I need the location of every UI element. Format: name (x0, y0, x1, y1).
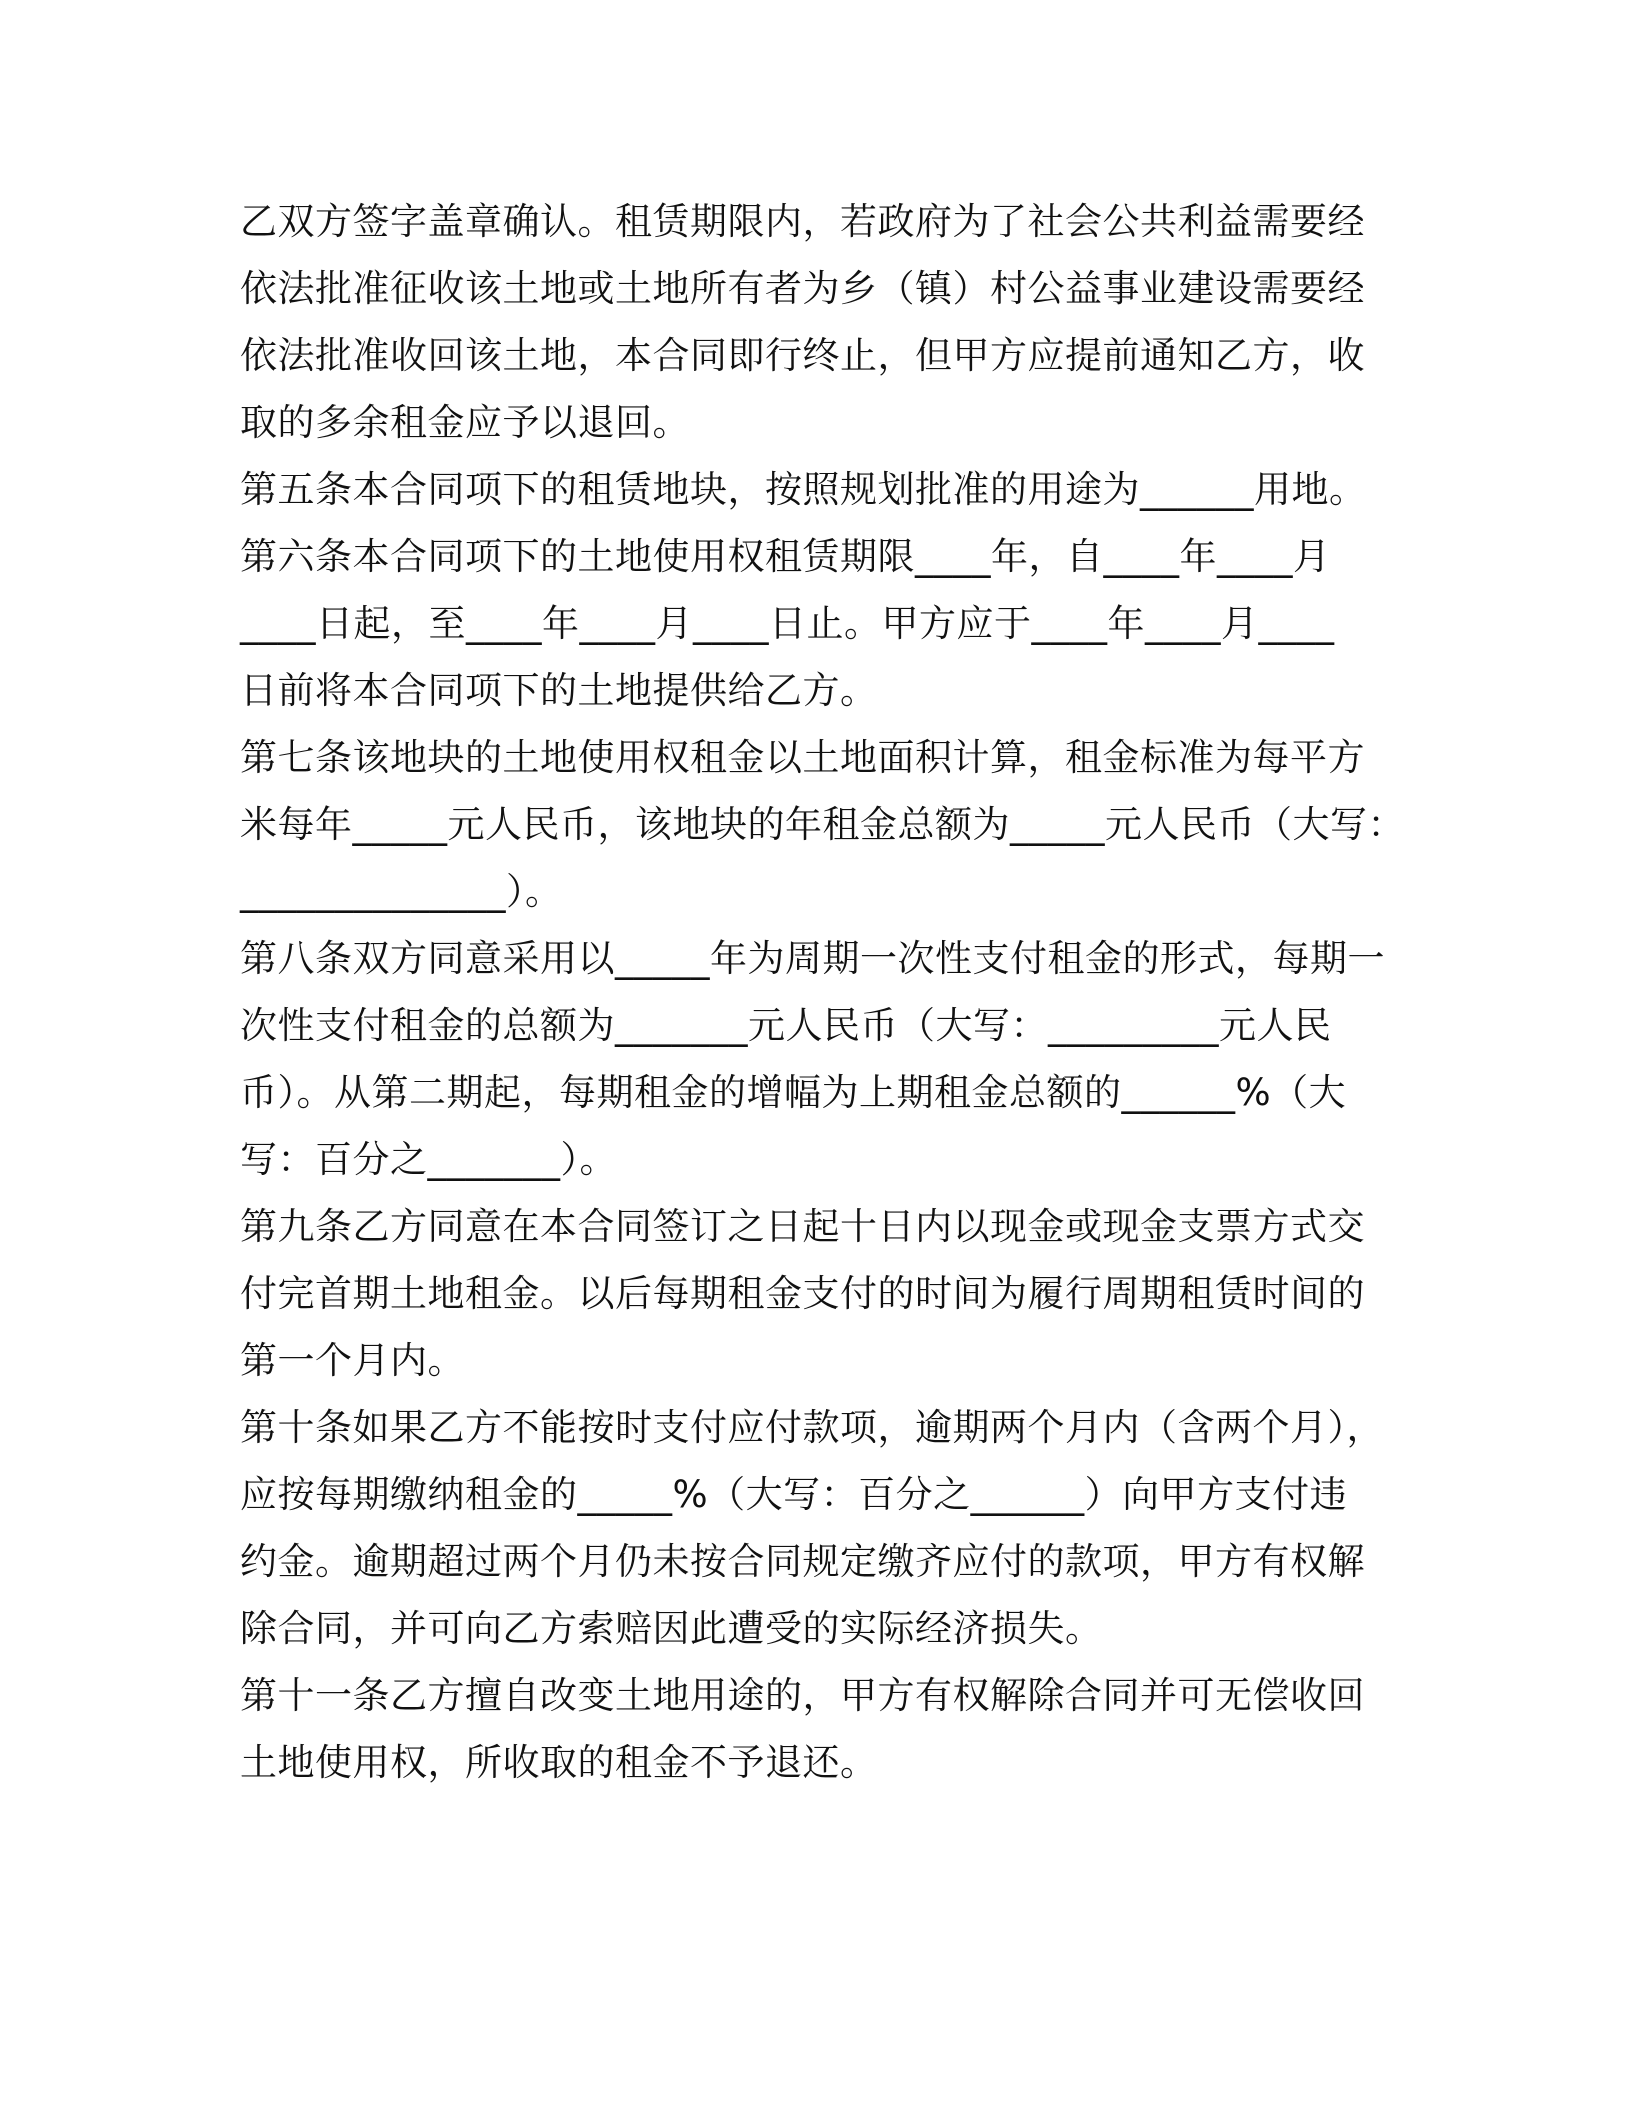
text-line: 日前将本合同项下的土地提供给乙方。 (240, 669, 878, 712)
clause-5-line: 第五条本合同项下的租赁地块，按照规划批准的用途为______用地。 (240, 468, 1367, 511)
text-line: 约金。逾期超过两个月仍未按合同规定缴齐应付的款项，甲方有权解 (240, 1540, 1365, 1583)
text-line: ______________）。 (240, 870, 563, 913)
clause-9-line: 第九条乙方同意在本合同签订之日起十日内以现金或现金支票方式交 (240, 1205, 1365, 1248)
clause-11-line: 第十一条乙方擅自改变土地用途的，甲方有权解除合同并可无偿收回 (240, 1674, 1365, 1717)
clause-10-line: 第十条如果乙方不能按时支付应付款项，逾期两个月内（含两个月）， (240, 1406, 1384, 1449)
clause-6-line: 第六条本合同项下的土地使用权租赁期限____年，自____年____月 (240, 535, 1331, 578)
text-line: 土地使用权，所收取的租金不予退还。 (240, 1741, 878, 1784)
text-line: 写：百分之_______）。 (240, 1138, 617, 1181)
text-line: 币）。从第二期起，每期租金的增幅为上期租金总额的______%（大 (240, 1071, 1347, 1114)
text-line: 取的多余租金应予以退回。 (240, 401, 690, 444)
text-line: 依法批准征收该土地或土地所有者为乡（镇）村公益事业建设需要经 (240, 267, 1365, 310)
text-line: 米每年_____元人民币，该地块的年租金总额为_____元人民币（大写： (240, 803, 1405, 846)
text-line: 次性支付租金的总额为_______元人民币（大写：_________元人民 (240, 1004, 1332, 1047)
text-line: 除合同，并可向乙方索赔因此遭受的实际经济损失。 (240, 1607, 1103, 1650)
text-line: 应按每期缴纳租金的_____%（大写：百分之______）向甲方支付违 (240, 1473, 1348, 1516)
text-line: 付完首期土地租金。以后每期租金支付的时间为履行周期租赁时间的 (240, 1272, 1365, 1315)
clause-8-line: 第八条双方同意采用以_____年为周期一次性支付租金的形式，每期一 (240, 937, 1385, 980)
text-line: 依法批准收回该土地，本合同即行终止，但甲方应提前通知乙方，收 (240, 334, 1365, 377)
text-line: ____日起，至____年____月____日止。甲方应于____年____月____ (240, 602, 1335, 645)
text-line: 乙双方签字盖章确认。租赁期限内，若政府为了社会公共利益需要经 (240, 200, 1365, 243)
text-line: 第一个月内。 (240, 1339, 465, 1382)
contract-body-text (240, 188, 1440, 1796)
clause-7-line: 第七条该地块的土地使用权租金以土地面积计算，租金标准为每平方 (240, 736, 1365, 779)
